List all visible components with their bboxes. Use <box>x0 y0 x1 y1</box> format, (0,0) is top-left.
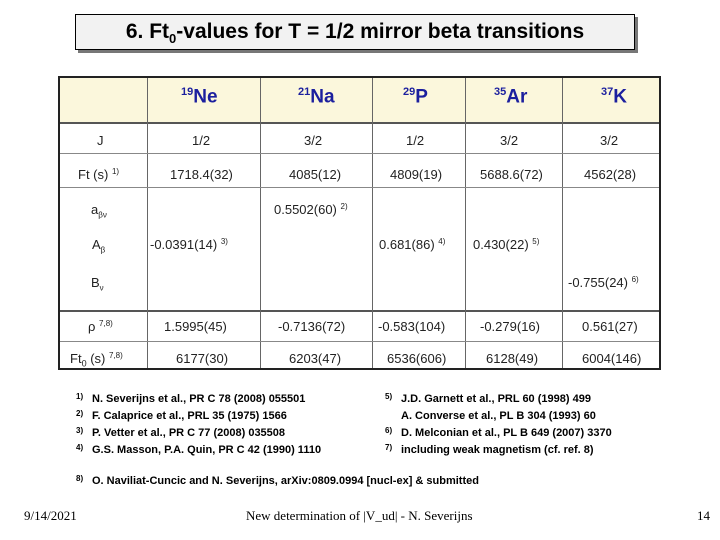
reference-bottom <box>76 473 479 490</box>
cell-rho-p: -0.583(104) <box>378 319 446 334</box>
header-separator <box>60 122 659 124</box>
cell-rho-ar: -0.279(16) <box>480 319 540 334</box>
column-divider <box>147 78 148 368</box>
column-divider <box>562 78 563 368</box>
row-label-bnu: $B_\nu$ <box>91 275 104 293</box>
reference-item: 6) D. Melconian et al., PL B 649 (2007) 3370 <box>385 426 612 439</box>
cell-j-p: 1/2 <box>406 133 425 148</box>
column-divider <box>465 78 466 368</box>
row-divider <box>60 187 659 188</box>
cell-ft0-ne: 6177(30) <box>176 351 229 366</box>
row-divider <box>60 341 659 342</box>
footer-title: New determination of |V_ud| - N. Severijns <box>246 508 473 523</box>
cell-j-ne: 1/2 <box>192 133 211 148</box>
row-divider <box>60 153 659 154</box>
cell-a-ne: -0.0391(14) $^{3)}$ <box>150 237 228 252</box>
cell-ft-k: 4562(28) <box>584 167 637 182</box>
cell-ft0-k: 6004(146) <box>582 351 642 366</box>
cell-ft-ne: 1718.4(32) <box>170 167 233 182</box>
reference-item: 2) F. Calaprice et al., PRL 35 (1975) 1566 <box>76 409 287 422</box>
reference-item: 7) including weak magnetism (cf. ref. 8) <box>385 443 594 456</box>
row-label-ft: Ft (s) $^{1)}$ <box>78 167 120 182</box>
reference-item: 4) G.S. Masson, P.A. Quin, PR C 42 (1990) 1110 <box>76 443 322 456</box>
cell-rho-ne: 1.5995(45) <box>164 319 227 334</box>
slide-title: 6. $Ft_0$-values for T = 1/2 mirror beta transitions <box>75 14 635 50</box>
reference-item: 1) N. Severijns et al., PR C 78 (2008) 055501 <box>76 392 306 405</box>
cell-a-p: 0.681(86) $^{4)}$ <box>379 237 446 252</box>
row-label-abeta: $A_\beta$ <box>92 237 106 255</box>
column-divider <box>372 78 373 368</box>
reference-item: 3) P. Vetter et al., PR C 77 (2008) 035508 <box>76 426 286 439</box>
section-separator <box>60 310 659 312</box>
row-label-rho: ρ $^{7,8)}$ <box>88 319 113 334</box>
table-header <box>60 78 659 122</box>
row-label-ft0: $Ft_0$ (s) $^{7,8)}$ <box>70 351 123 369</box>
cell-ft0-ar: 6128(49) <box>486 351 539 366</box>
reference-item: A. Converse et al., PL B 304 (1993) 60 <box>401 410 596 422</box>
page-number: 14 <box>697 508 710 523</box>
cell-b-k: -0.755(24) $^{6)}$ <box>568 275 639 290</box>
data-table <box>58 76 661 370</box>
cell-j-ar: 3/2 <box>500 133 519 148</box>
row-label-j: J <box>97 133 104 148</box>
column-divider <box>260 78 261 368</box>
cell-ft0-p: 6536(606) <box>387 351 447 366</box>
nuclide-header-p: $^{29}$P <box>403 86 428 108</box>
cell-ft0-na: 6203(47) <box>289 351 342 366</box>
cell-rho-na: -0.7136(72) <box>278 319 346 334</box>
reference-item: 8) O. Naviliat-Cuncic and N. Severijns, arXiv:0809.0994 [nucl-ex] & submitted <box>76 474 479 487</box>
cell-rho-k: 0.561(27) <box>582 319 638 334</box>
cell-ft-na: 4085(12) <box>289 167 342 182</box>
nuclide-header-ne: $^{19}$Ne <box>181 86 218 108</box>
nuclide-header-k: $^{37}$K <box>601 86 627 108</box>
cell-ft-p: 4809(19) <box>390 167 443 182</box>
cell-a-ar: 0.430(22) $^{5)}$ <box>473 237 540 252</box>
footer-date: 9/14/2021 <box>24 508 77 523</box>
references-right <box>385 391 612 459</box>
nuclide-header-na: $^{21}$Na <box>298 86 335 108</box>
reference-item: 5) J.D. Garnett et al., PRL 60 (1998) 499 <box>385 392 591 405</box>
cell-ft-ar: 5688.6(72) <box>480 167 543 182</box>
references-left <box>76 391 321 459</box>
nuclide-header-ar: $^{35}$Ar <box>494 86 528 108</box>
cell-j-k: 3/2 <box>600 133 619 148</box>
cell-j-na: 3/2 <box>304 133 323 148</box>
cell-a-na: 0.5502(60) $^{2)}$ <box>274 202 348 217</box>
row-label-a: $a_{\beta\nu}$ <box>91 202 107 220</box>
